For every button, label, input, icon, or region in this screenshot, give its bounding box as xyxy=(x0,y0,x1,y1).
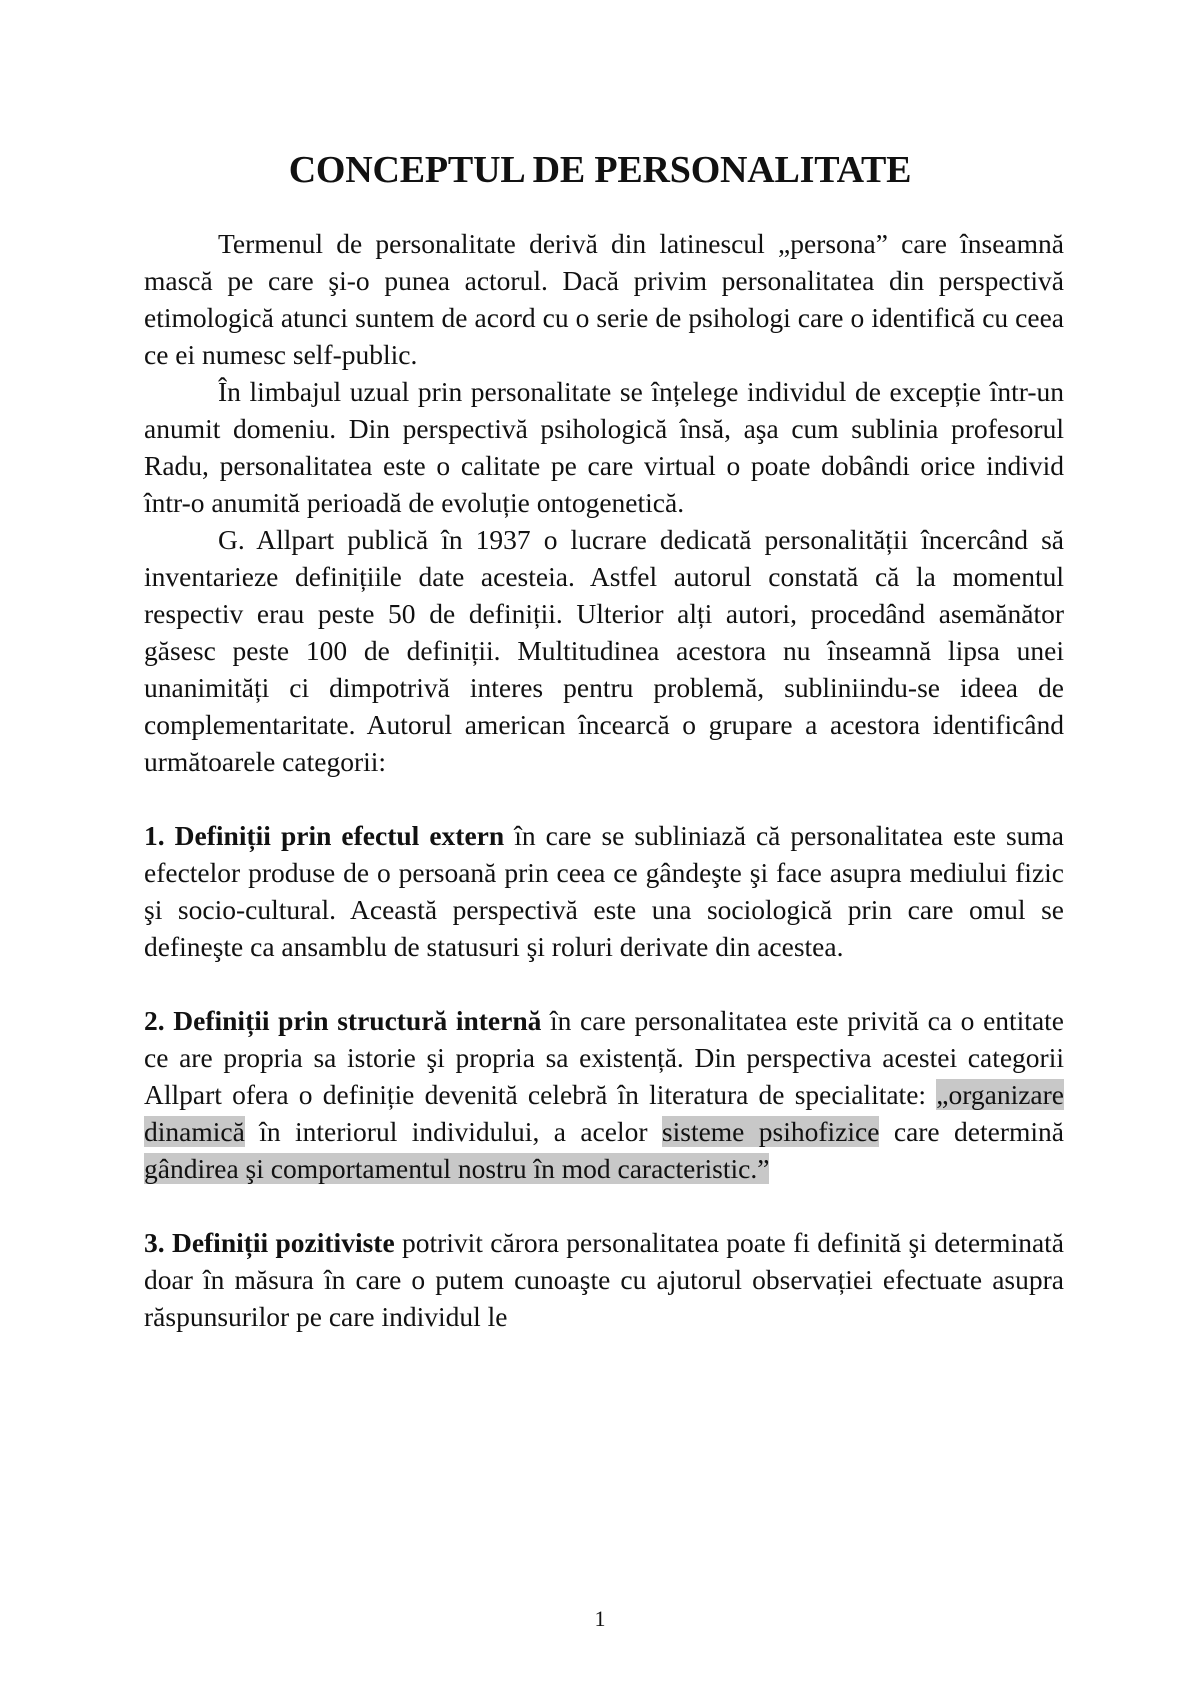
category-2-text-b: în interiorul individului, a acelor xyxy=(244,1116,662,1147)
category-3-number: 3. xyxy=(144,1227,165,1258)
category-2-text-c: care determină xyxy=(879,1116,1064,1147)
category-3-heading: Definiții pozitiviste xyxy=(171,1227,395,1258)
category-2-number: 2. xyxy=(144,1005,165,1036)
page-number: 1 xyxy=(594,1606,606,1631)
category-3 xyxy=(144,1224,1064,1335)
category-1-heading: Definiții prin efectul extern xyxy=(174,820,505,851)
document-body xyxy=(144,225,1064,1335)
spacer xyxy=(144,780,1064,817)
category-2-text-a: în care personalitatea este privită ca o entitate ce are propria sa istorie şi propria sa existență. Din perspectiva acestei categorii Allpart ofera o definiție devenită celebră în literatura de specialitate: xyxy=(144,1005,1065,1110)
category-2 xyxy=(144,1002,1064,1187)
category-3-text: potrivit cărora personalitatea poate fi definită şi determinată doar în măsura în care o putem cunoaşte cu ajutorul observației efectuate asupra răspunsurilor pe care individul le xyxy=(144,1227,1065,1332)
highlight-2: sisteme psihofizice xyxy=(661,1116,880,1147)
highlight-3: gândirea şi comportamentul nostru în mod caracteristic.” xyxy=(144,1153,770,1184)
paragraph-3: G. Allpart publică în 1937 o lucrare dedicată personalității încercând să inventarieze definițiile date acesteia. Astfel autorul constată că la momentul respectiv erau peste 50 de definiții. Ulterior alți autori, procedând asemănător găsesc peste 100 de definiții. Multitudinea acestora nu înseamnă lipsa unei unanimități ci dimpotrivă interes pentru problemă, subliniindu-se ideea de complementaritate. Autorul american încearcă o grupare a acestora identificând următoarele categorii: xyxy=(144,524,1064,777)
category-1-text: în care se subliniază că personalitatea este suma efectelor produse de o persoană prin ceea ce gândeşte şi face asupra mediului fizic şi socio-cultural. Această perspectivă este una sociologică prin care omul se defineşte ca ansamblu de statusuri şi roluri derivate din acestea. xyxy=(144,820,1065,962)
category-2-heading: Definiții prin structură internă xyxy=(173,1005,542,1036)
paragraph-2: În limbajul uzual prin personalitate se înțelege individul de excepție într-un anumit domeniu. Din perspectivă psihologică însă, aşa cum sublinia profesorul Radu, personalitatea este o calitate pe care virtual o poate dobândi orice individ într-o anumită perioadă de evoluție ontogenetică. xyxy=(144,376,1064,518)
category-1-number: 1. xyxy=(144,820,165,851)
spacer xyxy=(144,965,1064,1002)
page-title: CONCEPTUL DE PERSONALITATE xyxy=(288,149,912,191)
spacer xyxy=(144,1187,1064,1224)
highlight-1: „organizare dinamică xyxy=(144,1079,1064,1147)
paragraph-1: Termenul de personalitate derivă din latinescul „persona” care înseamnă mască pe care şi-o punea actorul. Dacă privim personalitatea din perspectivă etimologică atunci suntem de acord cu o serie de psihologi care o identifică cu ceea ce ei numesc self-public. xyxy=(144,228,1064,370)
category-1 xyxy=(144,817,1064,965)
